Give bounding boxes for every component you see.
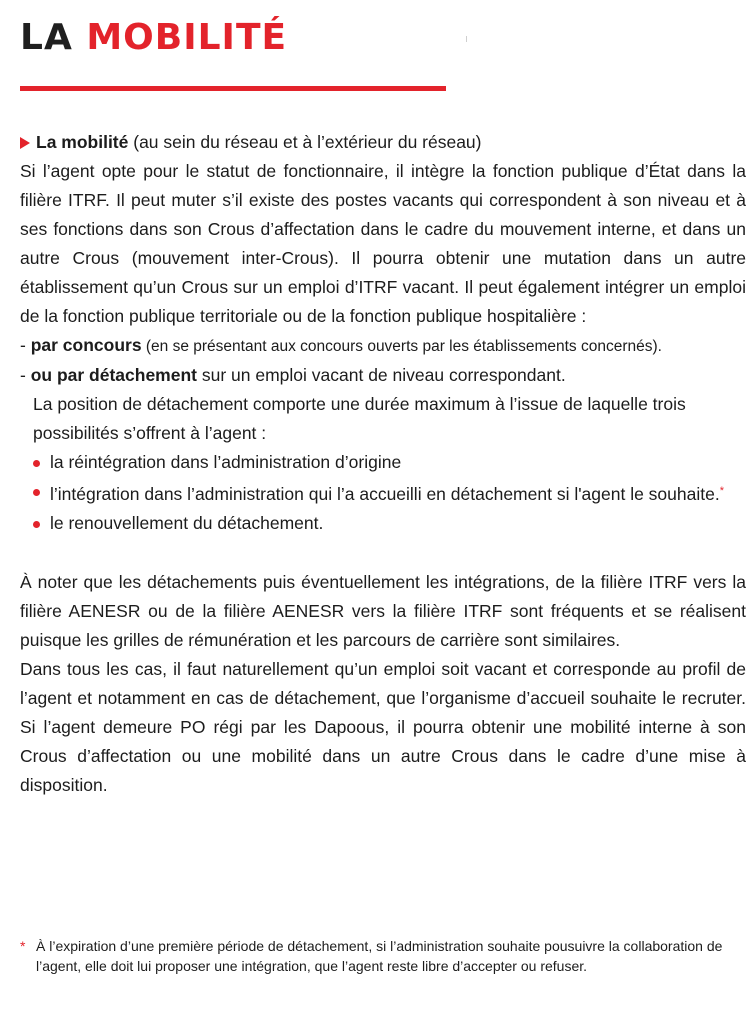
section-heading bbox=[20, 128, 746, 157]
list-item bbox=[33, 448, 746, 477]
section-heading-rest: (au sein du réseau et à l’extérieur du réseau) bbox=[128, 132, 482, 152]
paragraph-statut: Si l’agent opte pour le statut de fonctionnaire, il intègre la fonction publique d’État dans la filière ITRF. Il peut muter s’il existe des postes vacants qui correspondent à son niveau et à ses fonctions dans son Crous d’affectation dans le cadre du mouvement interne, et dans un autre Crous (mouvement inter-Crous). Il pourra obtenir une mutation dans un autre établissement qu’un Crous sur un emploi d’ITRF vacant. Il peut également intégrer un emploi de la fonction publique territoriale ou de la fonction publique hospitalière : bbox=[20, 161, 746, 326]
concours-text: (en se présentant aux concours ouverts par les établissements concernés). bbox=[141, 338, 662, 355]
title-part-la: LA bbox=[20, 17, 73, 58]
section-heading-bold: La mobilité bbox=[36, 132, 129, 152]
concours-label: par concours bbox=[30, 335, 142, 355]
bullet-dot-icon bbox=[33, 460, 40, 467]
list-item bbox=[33, 509, 746, 538]
paragraph-note: À noter que les détachements puis éventuellement les intégrations, de la filière ITRF vers la filière AENESR ou de la filière AENESR vers la filière ITRF sont fréquents et se réalisent puisque les grilles de rémunération et les parcours de carrière sont similaires. bbox=[20, 572, 746, 650]
list-item bbox=[33, 477, 746, 509]
page-title bbox=[20, 14, 287, 62]
title-underline bbox=[20, 86, 446, 91]
arrow-bullet-icon bbox=[20, 137, 30, 149]
list-item-concours: - par concours (en se présentant aux concours ouverts par les établissements concernés). bbox=[20, 335, 662, 355]
detachment-paragraph: La position de détachement comporte une durée maximum à l’issue de laquelle trois possibilités s’offrent à l’agent : bbox=[33, 394, 686, 443]
detachement-label: ou par détachement bbox=[30, 365, 197, 385]
paragraph-conclusion: Dans tous les cas, il faut naturellement qu’un emploi soit vacant et corresponde au profil de l’agent et notamment en cas de détachement, que l’organisme d’accueil souhaite le recruter. Si l’agent demeure PO régi par les Dapoous, il pourra obtenir une mobilité interne à son Crous d’affectation ou une mobilité dans un autre Crous dans le cadre d’une mise à disposition. bbox=[20, 659, 746, 795]
option-reintegration: la réintégration dans l’administration d’origine bbox=[50, 452, 402, 472]
list-item-detachement: - ou par détachement sur un emploi vacant de niveau correspondant. bbox=[20, 365, 566, 385]
decorative-mark bbox=[466, 36, 467, 42]
footnote-star: * bbox=[20, 938, 26, 954]
option-integration: l’intégration dans l’administration qui l’a accueilli en détachement si l'agent le souhaite. bbox=[50, 484, 720, 504]
footnote bbox=[20, 936, 740, 976]
main-content bbox=[20, 128, 746, 800]
option-renouvellement: le renouvellement du détachement. bbox=[50, 513, 324, 533]
options-list bbox=[20, 448, 746, 538]
bullet-dot-icon bbox=[33, 521, 40, 528]
spacer bbox=[20, 538, 746, 568]
footnote-marker: * bbox=[719, 485, 724, 497]
bullet-dot-icon bbox=[33, 489, 40, 496]
detachement-text: sur un emploi vacant de niveau correspondant. bbox=[197, 365, 566, 385]
footnote-text: À l’expiration d’une première période de détachement, si l’administration souhaite pousuivre la collaboration de l’agent, elle doit lui proposer une intégration, que l’agent reste libre d’accepter ou refuser. bbox=[36, 938, 723, 974]
title-part-mobilite: MOBILITÉ bbox=[86, 17, 288, 58]
